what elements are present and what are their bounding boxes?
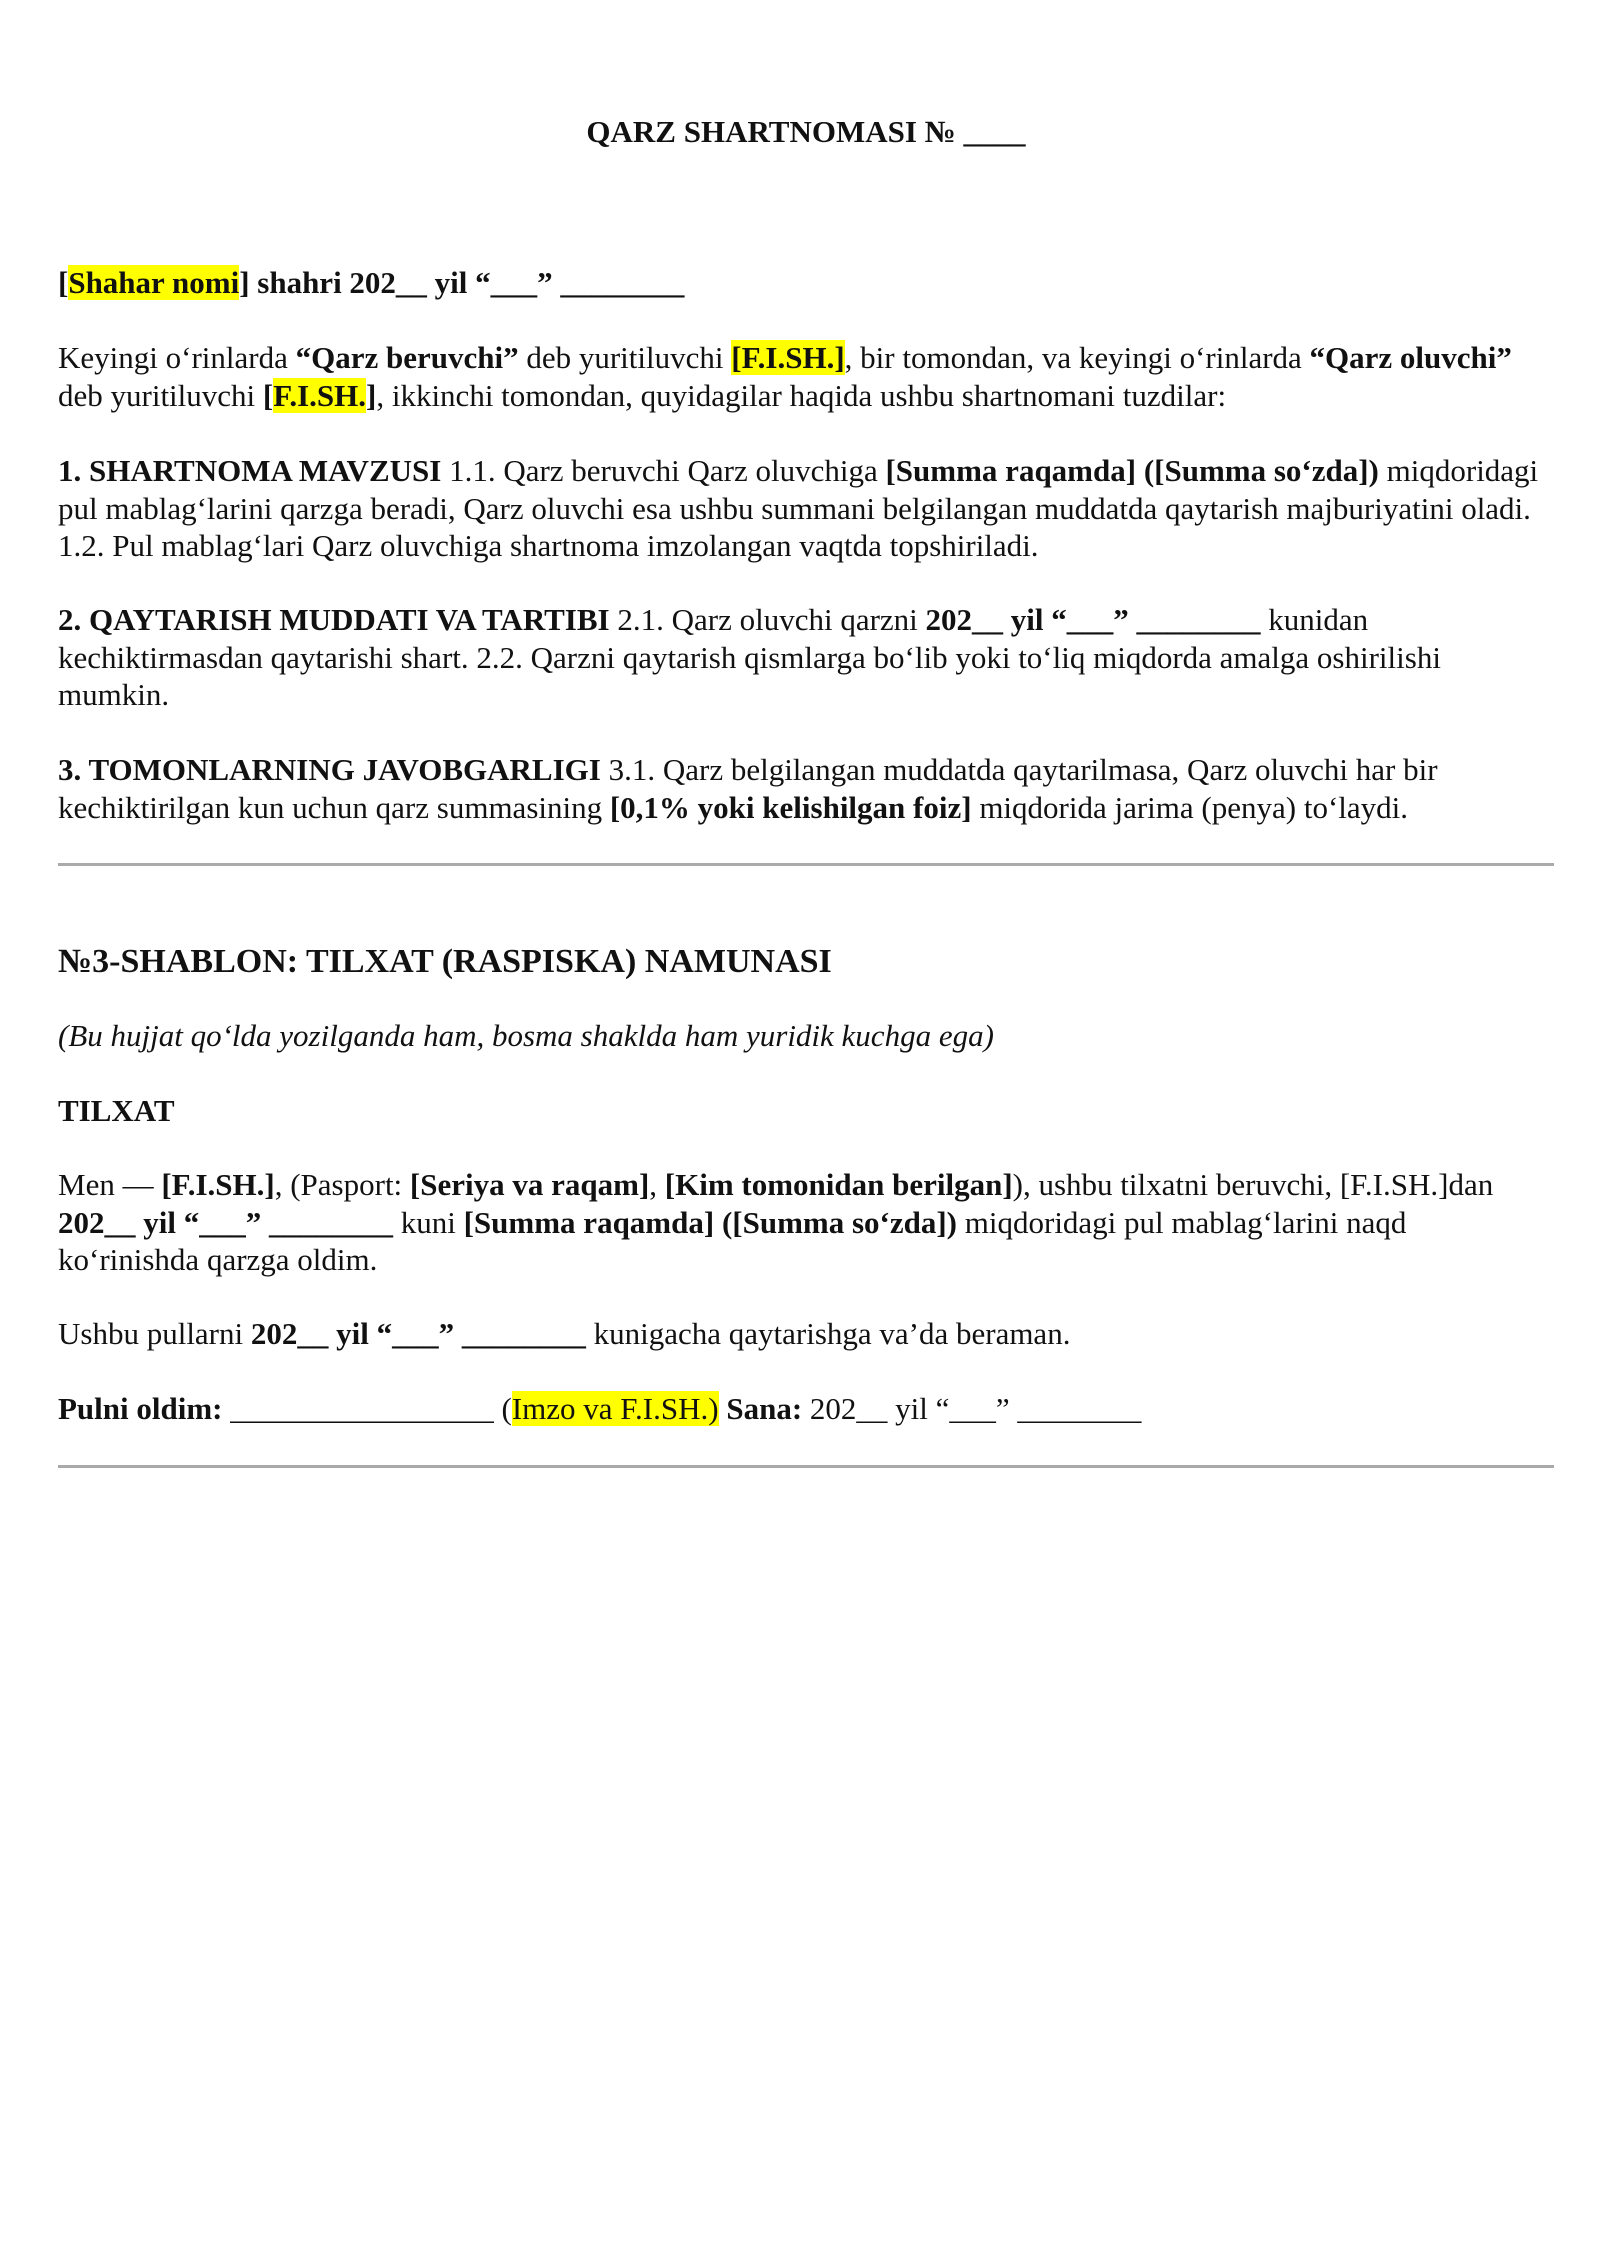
receipt-body xyxy=(58,1166,1554,1279)
section-3-text: 3.1. Qarz belgilangan muddatda qaytarilmasa, Qarz oluvchi har bir kechiktirilgan kun uchun qarz summasining xyxy=(58,752,1438,825)
section-3 xyxy=(58,751,1554,826)
receipt-text: miqdoridagi pul mablag‘larini naqd ko‘rinishda qarzga oldim. xyxy=(58,1204,1407,1277)
city-placeholder: Shahar nomi xyxy=(68,265,240,300)
repayment-promise xyxy=(58,1315,1554,1353)
intro-paragraph xyxy=(58,339,1554,414)
section-2-heading: 2. QAYTARISH MUDDATI VA TARTIBI xyxy=(58,602,610,637)
promise-text: Ushbu pullarni xyxy=(58,1316,251,1351)
bracket-open: [ xyxy=(58,265,69,300)
receipt-amount-placeholder: [Summa raqamda] ([Summa so‘zda]) xyxy=(463,1204,958,1240)
promise-date-placeholder: 202__ yil “___” ________ xyxy=(250,1316,586,1351)
penalty-rate-placeholder: [0,1% yoki kelishilgan foiz] xyxy=(609,789,972,825)
intro-text: , bir tomondan, va keyingi o‘rinlarda xyxy=(844,340,1310,375)
section-3-text: miqdorida jarima (penya) to‘laydi. xyxy=(971,789,1408,825)
bracket-open: [ xyxy=(262,377,274,413)
template-3-heading: №3-SHABLON: TILXAT (RASPISKA) NAMUNASI xyxy=(58,943,832,980)
place-date-rest: ] shahri 202__ yil “___” ________ xyxy=(239,265,685,300)
receipt-title: TILXAT xyxy=(58,1093,175,1128)
passport-issuer-placeholder: [Kim tomonidan berilgan] xyxy=(664,1167,1013,1202)
place-date-line xyxy=(58,264,1554,302)
passport-number-placeholder: [Seriya va raqam] xyxy=(409,1167,650,1202)
borrower-term: “Qarz oluvchi” xyxy=(1309,340,1512,375)
contract-title: QARZ SHARTNOMASI № ____ xyxy=(586,114,1026,149)
section-1-heading: 1. SHARTNOMA MAVZUSI xyxy=(58,453,442,488)
signature-blank: _________________ ( xyxy=(222,1391,512,1426)
intro-text: Keyingi o‘rinlarda xyxy=(58,340,296,375)
signature-line xyxy=(58,1390,1554,1428)
divider xyxy=(58,1465,1554,1468)
signature-hint: Imzo va F.I.SH.) xyxy=(511,1391,719,1426)
section-1 xyxy=(58,452,1554,565)
receipt-text: , (Pasport: xyxy=(274,1167,410,1202)
bracket-close: ] xyxy=(366,377,377,413)
template-3-note: (Bu hujjat qo‘lda yozilganda ham, bosma shaklda ham yuridik kuchga ega) xyxy=(58,1018,994,1053)
repayment-date-placeholder: 202__ yil “___” ________ xyxy=(925,602,1261,637)
section-1-text: 1.1. Qarz beruvchi Qarz oluvchiga xyxy=(441,453,886,488)
divider xyxy=(58,863,1554,866)
lender-term: “Qarz beruvchi” xyxy=(295,340,519,375)
section-2-text: 2.1. Qarz oluvchi qarzni xyxy=(609,602,926,637)
signature-label: Pulni oldim: xyxy=(58,1391,223,1426)
borrower-name-placeholder: F.I.SH. xyxy=(273,377,366,413)
intro-text: , ikkinchi tomondan, quyidagilar haqida ushbu shartnomani tuzdilar: xyxy=(376,377,1227,413)
receipt-text: Men — xyxy=(58,1167,162,1202)
lender-name-placeholder: [F.I.SH.] xyxy=(731,340,845,375)
intro-text: deb yuritiluvchi xyxy=(58,377,263,413)
date-blank: 202__ yil “___” ________ xyxy=(802,1391,1142,1426)
receipt-text: ), ushbu tilxatni beruvchi, [F.I.SH.]dan xyxy=(1012,1167,1494,1202)
date-label: Sana: xyxy=(718,1391,803,1426)
section-3-heading: 3. TOMONLARNING JAVOBGARLIGI xyxy=(58,752,601,787)
receipt-date-placeholder: 202__ yil “___” ________ xyxy=(58,1204,393,1240)
promise-text: kunigacha qaytarishga va’da beraman. xyxy=(585,1316,1071,1351)
section-1-text: miqdoridagi pul mablag‘larini qarzga beradi, Qarz oluvchi esa ushbu summani belgilangan muddatda qaytarish majburiyatini oladi. 1.2. Pul mablag‘lari Qarz oluvchiga shartnoma imzolangan vaqtda topshiriladi. xyxy=(58,453,1539,563)
receipt-text: kuni xyxy=(392,1204,464,1240)
section-2-text: kunidan kechiktirmasdan qaytarishi shart. 2.2. Qarzni qaytarish qismlarga bo‘lib yoki to‘liq miqdorda amalga oshirilishi mumkin. xyxy=(58,602,1441,712)
receipt-name-placeholder: [F.I.SH.] xyxy=(161,1167,275,1202)
loan-amount-placeholder: [Summa raqamda] ([Summa so‘zda]) xyxy=(885,453,1379,488)
section-2 xyxy=(58,601,1554,714)
intro-text: deb yuritiluvchi xyxy=(518,340,732,375)
receipt-text: , xyxy=(649,1167,665,1202)
